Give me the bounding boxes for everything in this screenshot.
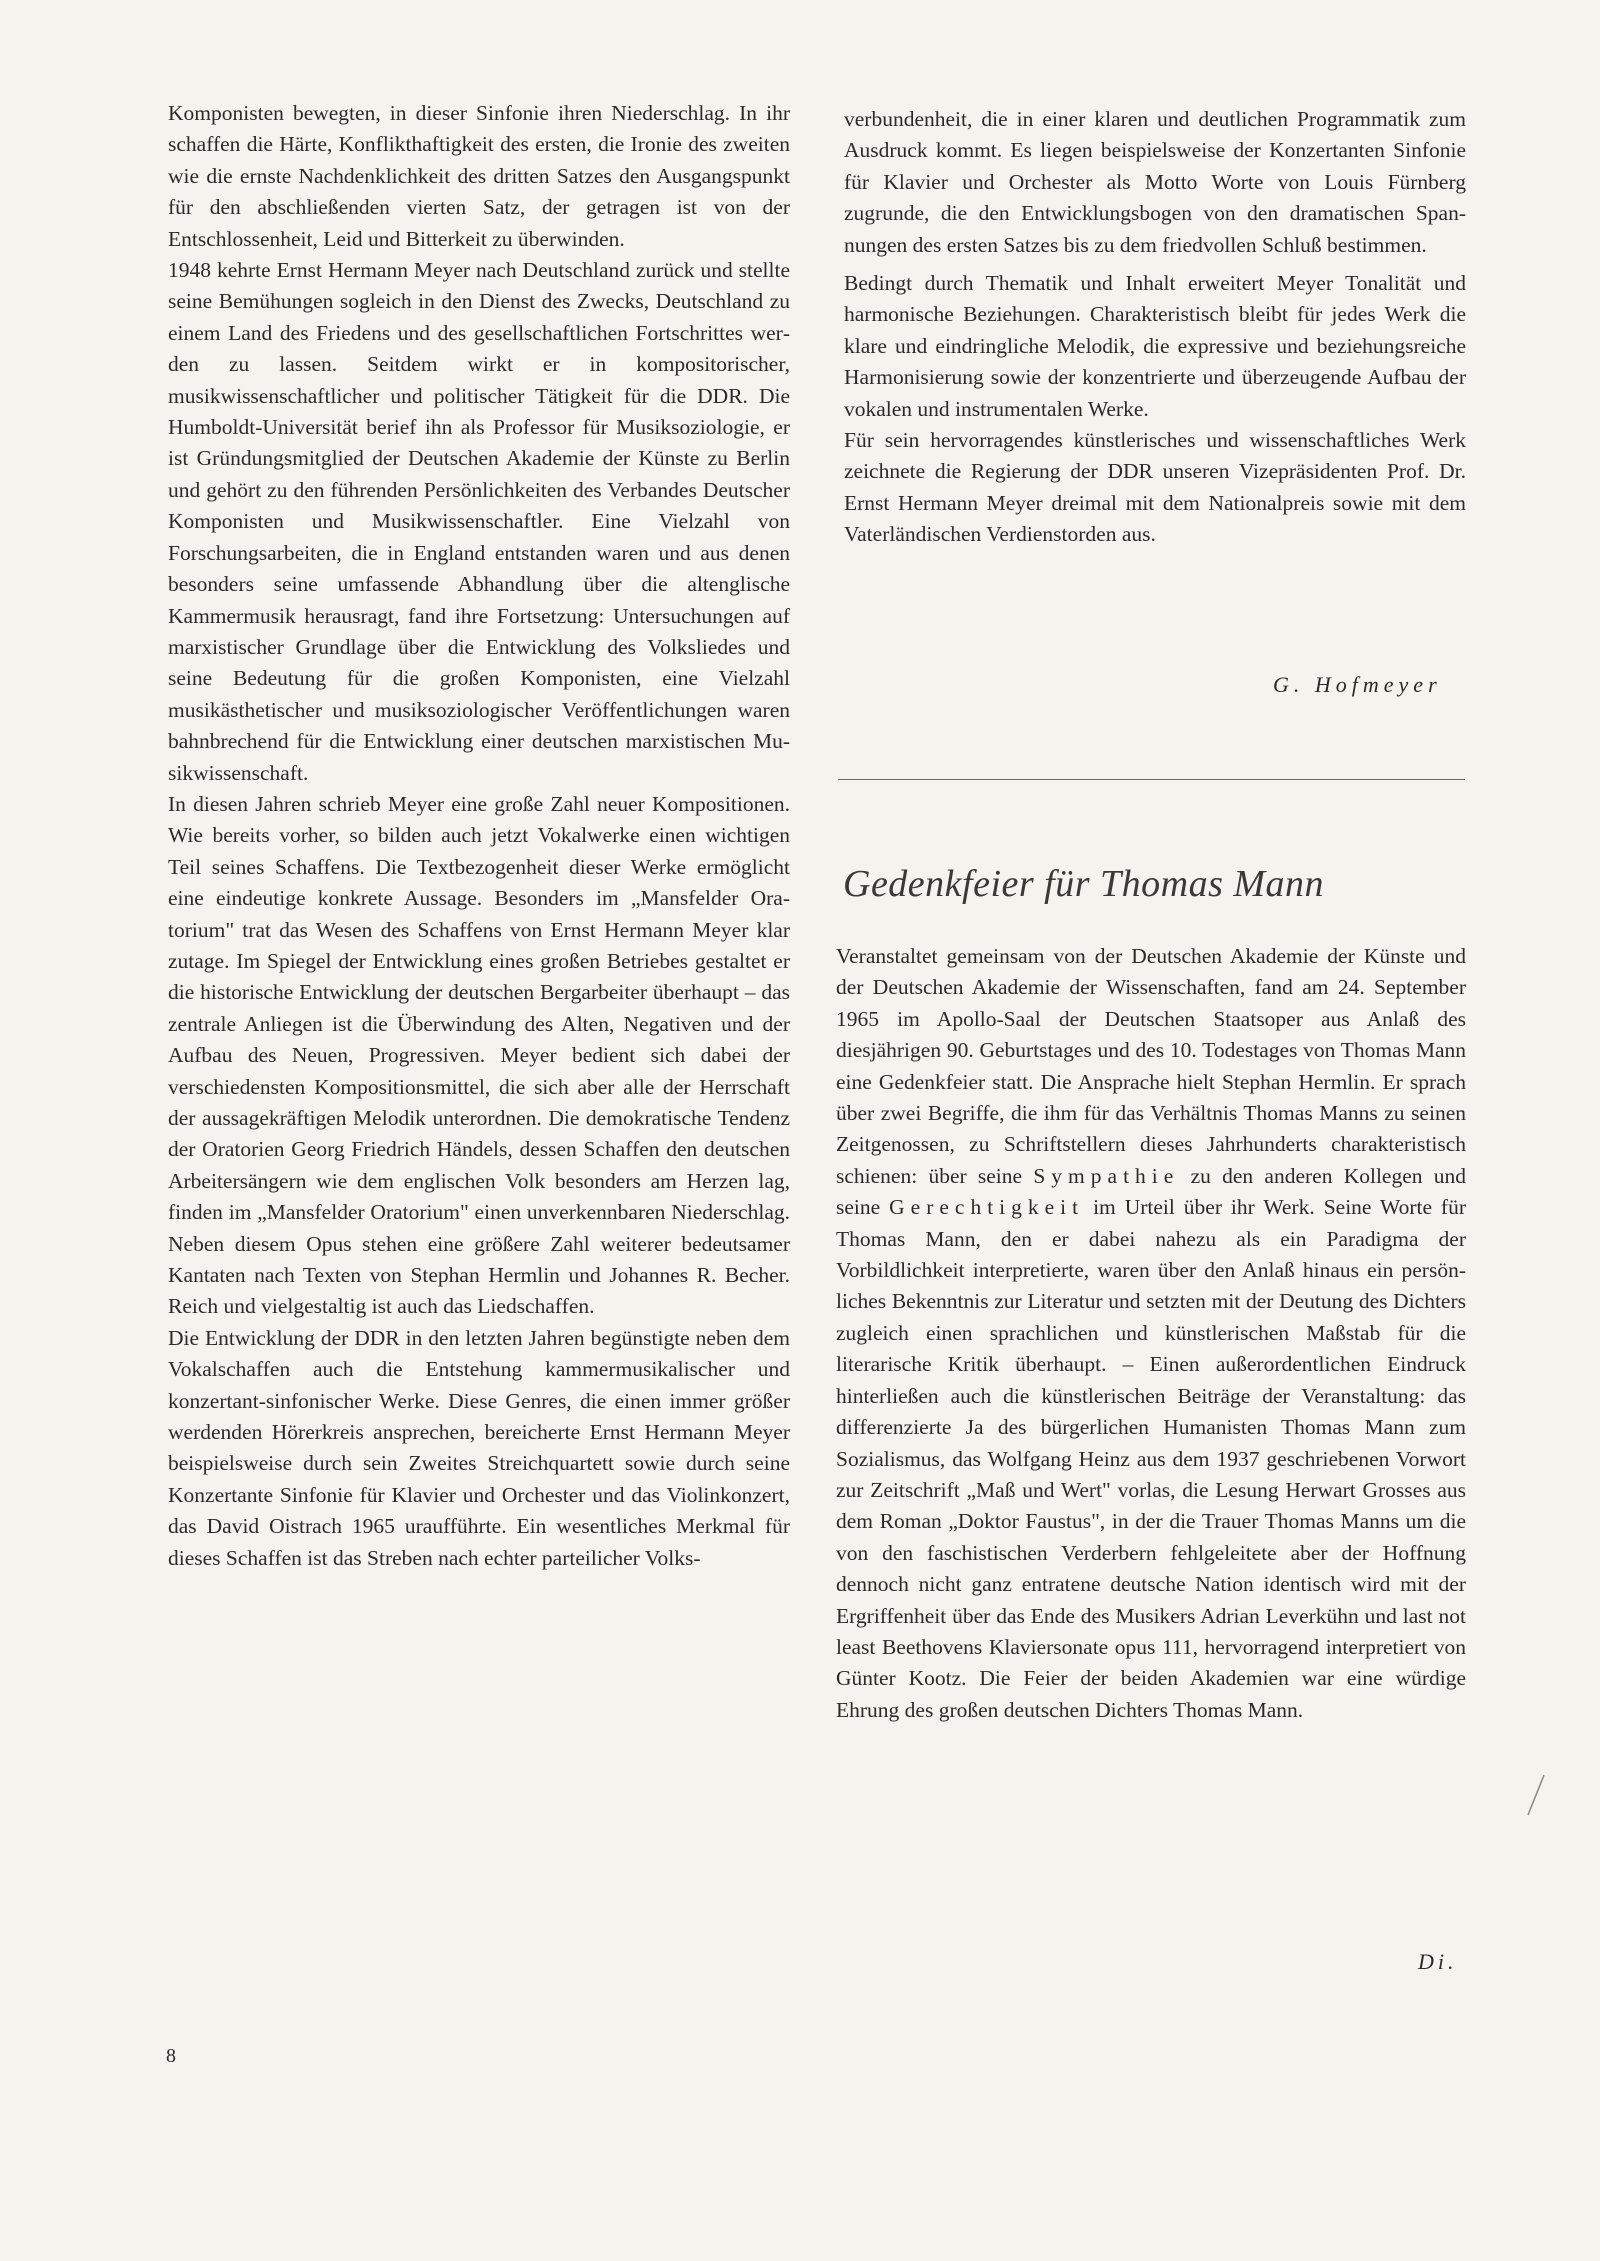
section-divider <box>838 779 1465 780</box>
paragraph: Die Entwicklung der DDR in den letzten Jahren begünstigte neben dem Vokalschaffen auch die Entstehung kammermusikalischer und konzertant-sinfonischer Werke. Diese Genres, die einen immer größer werdenden Hörerkreis ansprechen, bereicherte Ernst Hermann Meyer beispielsweise durch sein Zweites Streichquartett sowie durch seine Konzertante Sinfonie für Klavier und Orchester und das Violinkonzert, das David Oistrach 1965 uraufführte. Ein wesentliches Merkmal für dieses Schaffen ist das Streben nach echter parteilicher Volks- <box>168 1325 790 1570</box>
author-signature: G. Hofmeyer <box>1273 672 1442 697</box>
text-segment: Veranstaltet gemeinsam von der Deutschen Akademie der Künste und der Deutschen Akademie der Wissenschaften, fand am 24. September 1965 im Apollo-Saal der Deutschen Staatsoper aus Anlaß des diesjährigen 90. Geburtstages und des 10. Todestages von Thomas Mann eine Gedenkfeier statt. Die Ansprache hielt Stephan Hermlin. Er sprach über zwei Begriffe, die ihm für das Verhältnis Thomas Manns zu seinen Zeitgenossen, zu Schriftstellern dieses Jahrhunderts charakteristisch schienen: über seine <box>836 944 1466 1188</box>
article-signature: Di. <box>1418 1949 1458 1974</box>
text-segment: zu den anderen Kollegen und seine <box>836 1163 1467 1220</box>
article-title: Gedenkfeier für Thomas Mann <box>843 863 1325 905</box>
paragraph: Komponisten bewegten, in dieser Sinfonie ihren Niederschlag. In ihr schaffen die Härte, Konflikthaftigkeit des ersten, die Ironie des zweiten wie die ernste Nachdenklichkeit des dritten Satzes den Ausgangspunkt für den abschließenden vierten Satz, der getragen ist von der Entschlossenheit, Leid und Bitterkeit zu überwinden. <box>168 101 790 251</box>
page-number: 8 <box>166 2045 176 2067</box>
right-column-top <box>844 104 1466 551</box>
emphasized-word: Gerechtigkeit <box>889 1195 1085 1220</box>
emphasized-word: Sympathie <box>1033 1163 1180 1188</box>
pencil-mark-icon <box>1524 1773 1548 1817</box>
text-segment: im Urteil über ihr Werk. Seine Worte für Thomas Mann, den er dabei nahezu als ein Paradigma der Vorbildlichkeit interpretierte, waren über den Anlaß hinaus ein persönliches Bekenntnis zur Literatur und setzten mit der Deutung des Dichters zugleich einen sprachlichen und künstlerischen Maßstab für die literarische Kritik überhaupt. – Einen außerordentlichen Eindruck hinterließen auch die künstlerischen Beiträge der Veranstaltung: das differenzierte Ja des bürgerlichen Humanisten Thomas Mann zum Sozialismus, das Wolfgang Heinz aus dem 1937 geschriebenen Vorwort zur Zeitschrift „Maß und Wert" vorlas, die Lesung Herwart Grosses aus dem Roman „Doktor Faustus", in der die Trauer Thomas Manns um die von den faschistischen Verderbern fehlgeleitete aber der Hoffnung dennoch nicht ganz entratene deutsche Nation identisch wird mit der Ergriffenheit über das Ende des Musikers Adrian Leverkühn und last not least Beethovens Klaviersonate opus 111, hervorragend interpretiert von Günter Kootz. Die Feier der beiden Akademien war eine würdige Ehrung des großen deutschen Dichters Thomas Mann. <box>836 1195 1467 1722</box>
paragraph <box>836 941 1466 1726</box>
left-column <box>168 98 790 1574</box>
paragraph: verbundenheit, die in einer klaren und deutlichen Programmatik zum Ausdruck kommt. Es liegen beispielsweise der Konzertanten Sinfonie für Klavier und Orchester als Motto Worte von Louis Fürnberg zugrunde, die den Entwicklungsbogen von den dramatischen Spannungen des ersten Satzes bis zu dem friedvollen Schluß bestimmen. <box>844 107 1466 257</box>
paragraph: 1948 kehrte Ernst Hermann Meyer nach Deutschland zurück und stellte seine Bemühungen sogleich in den Dienst des Zwecks, Deutschland zu einem Land des Friedens und des gesellschaftlichen Fortschrittes werden zu lassen. Seitdem wirkt er in kompositorischer, musikwissenschaftlicher und politischer Tätigkeit für die DDR. Die Humboldt-Universität berief ihn als Professor für Musiksoziologie, er ist Gründungsmitglied der Deutschen Akademie der Künste zu Berlin und gehört zu den führenden Persönlichkeiten des Verbandes Deutscher Komponisten und Musikwissenschaftler. Eine Vielzahl von Forschungsarbeiten, die in England entstanden waren und aus denen besonders seine umfassende Abhandlung über die altenglische Kammermusik herausragt, fand ihre Fortsetzung: Untersuchungen auf marxistischer Grundlage über die Entwicklung des Volksliedes und seine Bedeutung für die großen Komponisten, eine Vielzahl musikästhetischer und musiksoziologischer Veröffentlichungen waren bahnbrechend für die Entwicklung einer deutschen marxistischen Musikwissenschaft. <box>168 258 790 785</box>
paragraph: Bedingt durch Thematik und Inhalt erweitert Meyer Tonalität und harmonische Beziehungen. Charakteristisch bleibt für jedes Werk die klare und eindringliche Melodik, die expressive und beziehungsreiche Harmonisierung sowie der konzentrierte und überzeugende Aufbau der vokalen und instrumentalen Werke. <box>844 271 1466 421</box>
paragraph: Für sein hervorragendes künstlerisches und wissenschaftliches Werk zeichnete die Regierung der DDR unseren Vizepräsidenten Prof. Dr. Ernst Hermann Meyer dreimal mit dem Nationalpreis sowie mit dem Vaterländischen Verdienstorden aus. <box>844 428 1466 547</box>
article-body <box>836 941 1466 1726</box>
paragraph: In diesen Jahren schrieb Meyer eine große Zahl neuer Kompositionen. Wie bereits vorher, so bilden auch jetzt Vokalwerke einen wichtigen Teil seines Schaffens. Die Textbezogenheit dieser Werke ermöglicht eine eindeutige konkrete Aussage. Besonders im „Mansfelder Oratorium" trat das Wesen des Schaffens von Ernst Hermann Meyer klar zutage. Im Spiegel der Entwicklung eines großen Betriebes gestaltet er die historische Entwicklung der deutschen Bergarbeiter überhaupt – das zentrale Anliegen ist die Überwindung des Alten, Negativen und der Aufbau des Neuen, Progressiven. Meyer bedient sich dabei der verschiedensten Kompositionsmittel, die sich aber alle der Herrschaft der aussagekräftigen Melodik unterordnen. Die demokratische Tendenz der Oratorien Georg Friedrich Händels, dessen Schaffen den deutschen Arbeitersängern wie dem englischen Volk besonders am Herzen lag, finden im „Mansfelder Oratorium" einen unverkennbaren Niederschlag. Neben diesem Opus stehen eine größere Zahl weiterer bedeutsamer Kantaten nach Texten von Stephan Hermlin und Johannes R. Becher. Reich und vielgestaltig ist auch das Liedschaffen. <box>168 791 790 1319</box>
